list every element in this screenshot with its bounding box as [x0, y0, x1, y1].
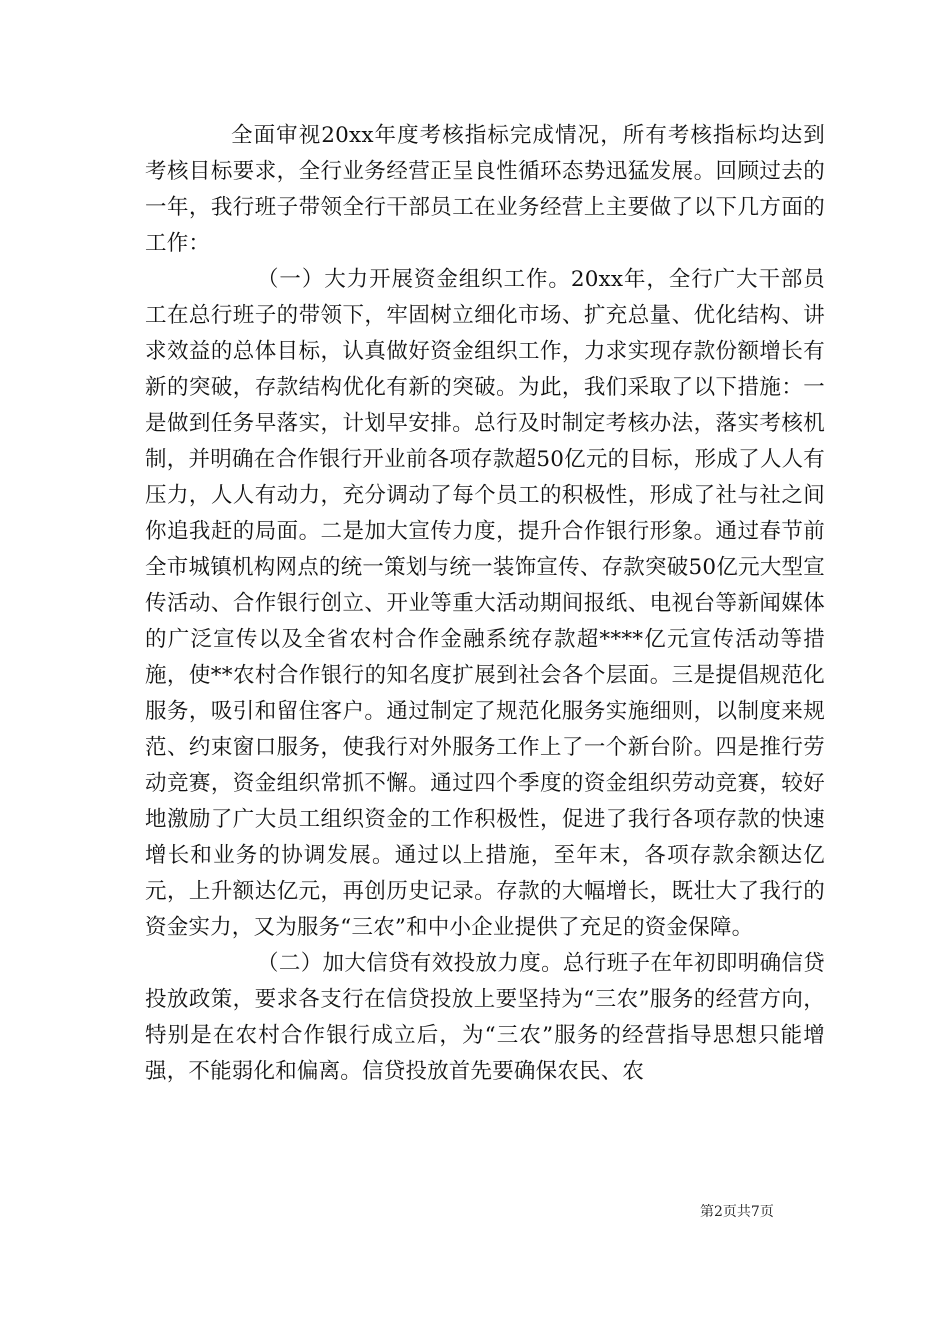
paragraph-section-2-credit-lending: （二）加大信贷有效投放力度。总行班子在年初即明确信贷投放政策，要求各支行在信贷投放上要坚持为“三农”服务的经营方向，特别是在农村合作银行成立后，为“三农”服务的经营指导思想只能增强，不能弱化和偏离。信贷投放首先要确保农民、农 — [145, 951, 825, 1084]
paragraph-section-1-fund-organization: （一）大力开展资金组织工作。20xx年，全行广大干部员工在总行班子的带领下，牢固树立细化市场、扩充总量、优化结构、讲求效益的总体目标，认真做好资金组织工作，力求实现存款份额增长有新的突破，存款结构优化有新的突破。为此，我们采取了以下措施：一是做到任务早落实，计划早安排。总行及时制定考核办法，落实考核机制，并明确在合作银行开业前各项存款超50亿元的目标，形成了人人有压力，人人有动力，充分调动了每个员工的积极性，形成了社与社之间你追我赶的局面。二是加大宣传力度，提升合作银行形象。通过春节前全市城镇机构网点的统一策划与统一装饰宣传、存款突破50亿元大型宣传活动、合作银行创立、开业等重大活动期间报纸、电视台等新闻媒体的广泛宣传以及全省农村合作金融系统存款超****亿元宣传活动等措施，使**农村合作银行的知名度扩展到社会各个层面。三是提倡规范化服务，吸引和留住客户。通过制定了规范化服务实施细则，以制度来规范、约束窗口服务，使我行对外服务工作上了一个新台阶。四是推行劳动竞赛，资金组织常抓不懈。通过四个季度的资金组织劳动竞赛，较好地激励了广大员工组织资金的工作积极性，促进了我行各项存款的快速增长和业务的协调发展。通过以上措施，至年末，各项存款余额达亿元，上升额达亿元，再创历史记录。存款的大幅增长，既壮大了我行的资金实力，又为服务“三农”和中小企业提供了充足的资金保障。 — [145, 267, 825, 940]
page-number-footer: 第2页共7页 — [700, 1204, 774, 1220]
document-body — [145, 118, 825, 1090]
paragraph-intro: 全面审视20xx年度考核指标完成情况，所有考核指标均达到考核目标要求，全行业务经营正呈良性循环态势迅猛发展。回顾过去的一年，我行班子带领全行干部员工在业务经营上主要做了以下几方面的工作： — [145, 123, 825, 256]
